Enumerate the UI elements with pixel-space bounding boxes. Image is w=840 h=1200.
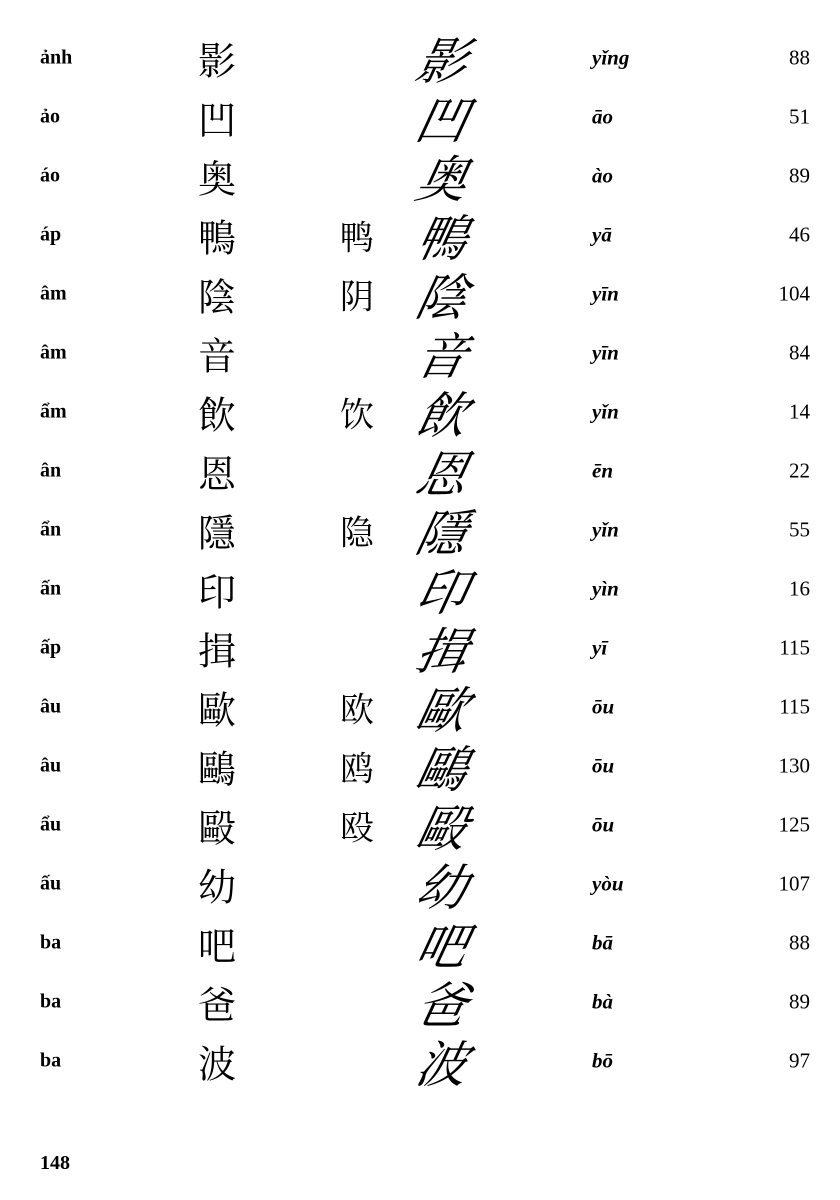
pinyin-reading: ào bbox=[592, 163, 613, 187]
traditional-character: 印 bbox=[198, 570, 237, 614]
reference-number: 14 bbox=[789, 399, 810, 423]
traditional-character: 鴨 bbox=[198, 216, 237, 260]
table-row bbox=[0, 205, 840, 268]
cursive-character: 飲 bbox=[410, 386, 468, 445]
traditional-character: 陰 bbox=[198, 275, 237, 319]
vietnamese-reading: âu bbox=[40, 695, 62, 717]
cursive-character: 影 bbox=[410, 32, 468, 91]
vietnamese-reading: áp bbox=[40, 223, 62, 245]
traditional-character: 鷗 bbox=[198, 747, 237, 791]
table-row bbox=[0, 146, 840, 209]
traditional-character: 影 bbox=[198, 39, 237, 83]
pinyin-reading: yǐn bbox=[592, 517, 619, 541]
reference-number: 104 bbox=[778, 281, 810, 305]
simplified-character: 阴 bbox=[340, 277, 374, 317]
vietnamese-reading: ba bbox=[40, 931, 62, 953]
table-row bbox=[0, 28, 840, 91]
pinyin-reading: ēn bbox=[592, 458, 613, 482]
pinyin-reading: bō bbox=[592, 1048, 613, 1072]
cursive-character: 揖 bbox=[410, 622, 468, 681]
pinyin-reading: bā bbox=[592, 930, 613, 954]
reference-number: 130 bbox=[778, 753, 810, 777]
pinyin-reading: yǐn bbox=[592, 399, 619, 423]
reference-number: 107 bbox=[778, 871, 810, 895]
traditional-character: 幼 bbox=[198, 865, 237, 909]
cursive-character: 毆 bbox=[410, 799, 468, 858]
traditional-character: 隱 bbox=[198, 511, 237, 555]
vietnamese-reading: âm bbox=[40, 341, 67, 363]
table-row bbox=[0, 618, 840, 681]
vietnamese-reading: ảnh bbox=[40, 46, 73, 68]
traditional-character: 波 bbox=[198, 1042, 237, 1086]
cursive-character: 凹 bbox=[410, 91, 468, 150]
traditional-character: 歐 bbox=[198, 688, 237, 732]
cursive-character: 印 bbox=[410, 563, 468, 622]
table-row bbox=[0, 264, 840, 327]
vietnamese-reading: âu bbox=[40, 754, 62, 776]
pinyin-reading: ōu bbox=[592, 694, 615, 718]
traditional-character: 吧 bbox=[198, 924, 237, 968]
vietnamese-reading: ba bbox=[40, 990, 62, 1012]
simplified-character: 鸥 bbox=[340, 749, 374, 789]
pinyin-reading: yìn bbox=[592, 576, 619, 600]
pinyin-reading: āo bbox=[592, 104, 613, 128]
traditional-character: 音 bbox=[198, 334, 237, 378]
vietnamese-reading: âm bbox=[40, 282, 67, 304]
table-row bbox=[0, 677, 840, 740]
table-row bbox=[0, 87, 840, 150]
pinyin-reading: yòu bbox=[592, 871, 624, 895]
pinyin-reading: ōu bbox=[592, 812, 615, 836]
cursive-character: 爸 bbox=[410, 976, 468, 1035]
vietnamese-reading: ẩm bbox=[40, 400, 67, 422]
pinyin-reading: bà bbox=[592, 989, 613, 1013]
cursive-character: 隱 bbox=[410, 504, 468, 563]
reference-number: 115 bbox=[779, 694, 810, 718]
pinyin-reading: yā bbox=[592, 222, 612, 246]
vietnamese-reading: ấp bbox=[40, 636, 62, 658]
reference-number: 46 bbox=[789, 222, 810, 246]
reference-number: 88 bbox=[789, 930, 810, 954]
simplified-character: 欧 bbox=[340, 690, 374, 730]
character-table bbox=[0, 28, 840, 1094]
traditional-character: 奥 bbox=[198, 157, 237, 201]
cursive-character: 歐 bbox=[410, 681, 468, 740]
traditional-character: 爸 bbox=[198, 983, 237, 1027]
pinyin-reading: yī bbox=[592, 635, 608, 659]
cursive-character: 波 bbox=[410, 1035, 468, 1094]
reference-number: 84 bbox=[789, 340, 810, 364]
table-row bbox=[0, 913, 840, 976]
table-row bbox=[0, 500, 840, 563]
table-row bbox=[0, 323, 840, 386]
reference-number: 89 bbox=[789, 163, 810, 187]
vietnamese-reading: ẩn bbox=[40, 518, 62, 540]
cursive-character: 吧 bbox=[410, 917, 468, 976]
table-row bbox=[0, 736, 840, 799]
vietnamese-reading: ba bbox=[40, 1049, 62, 1071]
vietnamese-reading: áo bbox=[40, 164, 60, 186]
traditional-character: 毆 bbox=[198, 806, 237, 850]
simplified-character: 隐 bbox=[340, 513, 374, 553]
reference-number: 97 bbox=[789, 1048, 810, 1072]
pinyin-reading: yīn bbox=[592, 281, 619, 305]
reference-number: 115 bbox=[779, 635, 810, 659]
traditional-character: 揖 bbox=[198, 629, 237, 673]
pinyin-reading: yīn bbox=[592, 340, 619, 364]
traditional-character: 凹 bbox=[198, 98, 237, 142]
table-row bbox=[0, 382, 840, 445]
vietnamese-reading: ấn bbox=[40, 577, 62, 599]
reference-number: 51 bbox=[789, 104, 810, 128]
pinyin-reading: ōu bbox=[592, 753, 615, 777]
page-number: 148 bbox=[40, 1152, 70, 1174]
pinyin-reading: yǐng bbox=[592, 45, 630, 69]
cursive-character: 音 bbox=[410, 327, 468, 386]
vietnamese-reading: ảo bbox=[40, 105, 60, 127]
reference-number: 55 bbox=[789, 517, 810, 541]
simplified-character: 殴 bbox=[340, 808, 374, 848]
traditional-character: 恩 bbox=[198, 452, 237, 496]
table-row bbox=[0, 972, 840, 1035]
vietnamese-reading: ấu bbox=[40, 872, 62, 894]
simplified-character: 鸭 bbox=[340, 218, 374, 258]
table-row bbox=[0, 559, 840, 622]
cursive-character: 鴨 bbox=[410, 209, 468, 268]
traditional-character: 飲 bbox=[198, 393, 237, 437]
simplified-character: 饮 bbox=[340, 395, 374, 435]
cursive-character: 陰 bbox=[410, 268, 468, 327]
cursive-character: 奥 bbox=[410, 150, 468, 209]
table-row bbox=[0, 854, 840, 917]
vietnamese-reading: ân bbox=[40, 459, 62, 481]
cursive-character: 恩 bbox=[410, 445, 468, 504]
vietnamese-reading: ẩu bbox=[40, 813, 62, 835]
reference-number: 16 bbox=[789, 576, 810, 600]
cursive-character: 幼 bbox=[410, 858, 468, 917]
table-row bbox=[0, 795, 840, 858]
table-row bbox=[0, 1031, 840, 1094]
reference-number: 89 bbox=[789, 989, 810, 1013]
table-row bbox=[0, 441, 840, 504]
reference-number: 125 bbox=[778, 812, 810, 836]
reference-number: 88 bbox=[789, 45, 810, 69]
reference-number: 22 bbox=[789, 458, 810, 482]
cursive-character: 鷗 bbox=[410, 740, 468, 799]
